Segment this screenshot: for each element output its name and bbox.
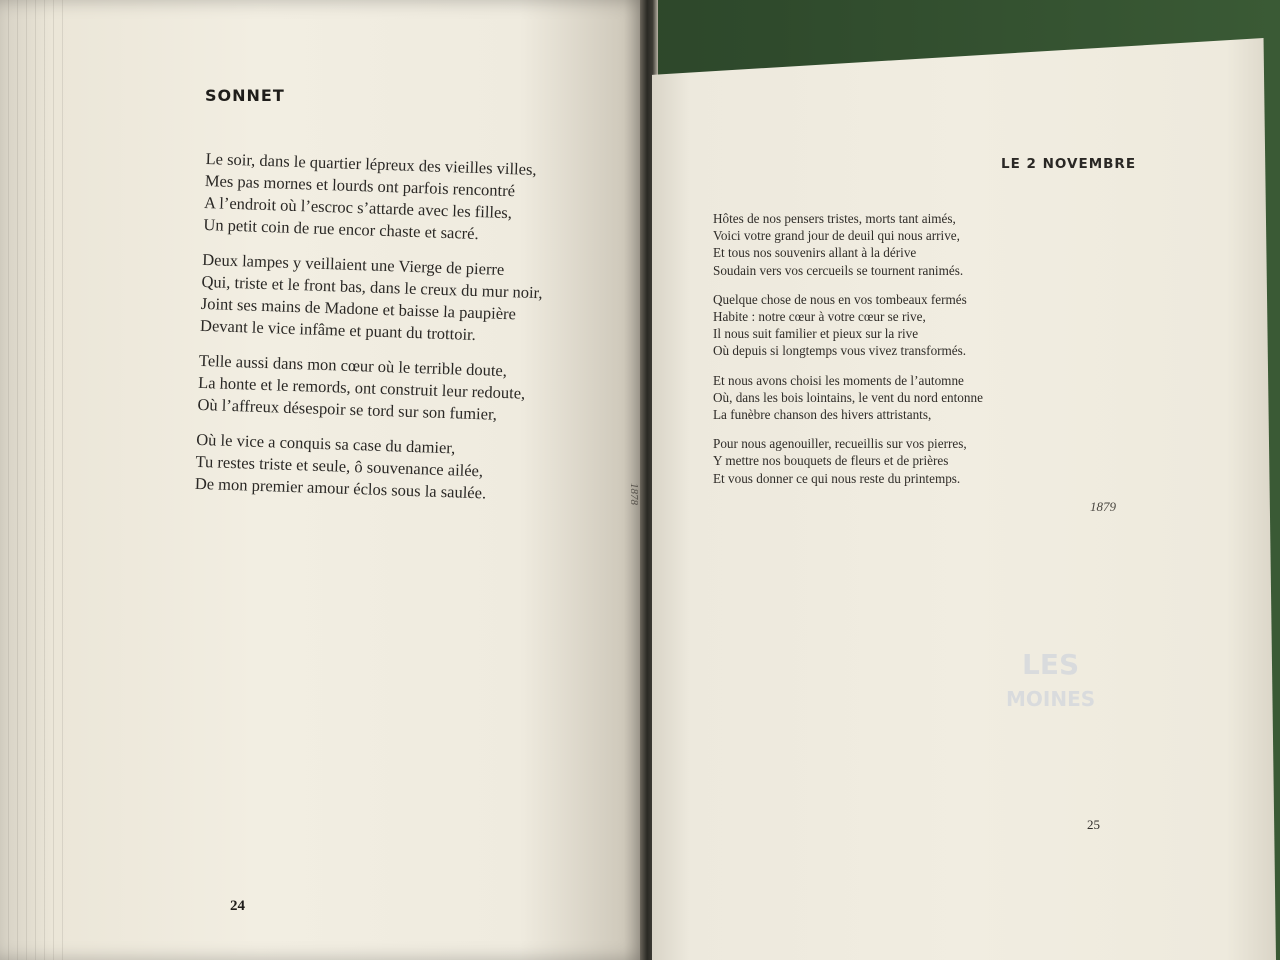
poem-line: Pour nous agenouiller, recueillis sur vos pierres, [713,436,967,452]
poem-line: Le soir, dans le quartier lépreux des vieilles villes, [205,148,537,179]
poem-line: Un petit coin de rue encor chaste et sacré. [203,214,479,244]
poem-line: La funèbre chanson des hivers attristants, [713,407,932,423]
left-poem-date: 1878 [628,483,640,505]
poem-line: Il nous suit familier et pieux sur la rive [713,326,919,342]
show-through-line: LES [1022,648,1080,681]
stanza [713,210,1043,279]
poem-line: Hôtes de nos pensers tristes, morts tant aimés, [713,211,956,226]
page-edges [8,0,68,960]
show-through-line: MOINES [1006,687,1096,711]
poem-line: A l’endroit où l’escroc s’attarde avec les filles, [203,192,513,223]
stanza [713,435,1043,487]
poem-line: Voici votre grand jour de deuil qui nous arrive, [713,228,960,244]
left-poem-body [194,148,606,521]
poem-line: Joint ses mains de Madone et baisse la paupière [200,293,517,324]
right-poem-body [713,210,1043,499]
right-page-number: 25 [1087,817,1100,832]
stanza [197,350,599,429]
show-through-text [1006,648,1095,716]
left-poem-title: SONNET [205,86,285,105]
poem-line: Où le vice a conquis sa case du damier, [196,429,456,458]
poem-line: Et nous avons choisi les moments de l’automne [713,372,964,388]
stanza [713,372,1043,424]
poem-line: Habite : notre cœur à votre cœur se rive, [713,309,926,325]
poem-line: Telle aussi dans mon cœur où le terrible doute, [198,350,508,381]
poem-line: De mon premier amour éclos sous la saulée. [194,473,487,503]
left-page-number: 24 [230,898,245,914]
poem-line: Devant le vice infâme et puant du trottoir. [199,315,477,345]
poem-line: Mes pas mornes et lourds ont parfois rencontré [204,170,516,201]
stanza [200,249,603,350]
poem-line: Deux lampes y veillaient une Vierge de pierre [201,249,505,279]
right-poem-title: LE 2 NOVEMBRE [1001,156,1137,172]
poem-line: Y mettre nos bouquets de fleurs et de prières [713,453,949,469]
poem-line: Qui, triste et le front bas, dans le creux du mur noir, [201,271,543,303]
poem-line: Où l’affreux désespoir se tord sur son fumier, [197,394,498,424]
right-page [652,38,1276,960]
right-poem-date: 1879 [1090,499,1116,514]
poem-line: Tu restes triste et seule, ô souvenance ailée, [195,451,484,481]
stanza [713,291,1043,360]
poem-line: La honte et le remords, ont construit leur redoute, [197,372,526,403]
poem-line: Où, dans les bois lointains, le vent du nord entonne [713,389,983,405]
poem-line: Où depuis si longtemps vous vivez transformés. [713,343,967,359]
stanza [203,148,606,249]
poem-line: Quelque chose de nous en vos tombeaux fermés [713,291,967,307]
poem-line: Soudain vers vos cercueils se tournent ranimés. [713,262,964,278]
poem-line: Et tous nos souvenirs allant à la dérive [713,245,917,261]
poem-line: Et vous donner ce qui nous reste du printemps. [713,470,961,486]
stanza [194,429,596,508]
